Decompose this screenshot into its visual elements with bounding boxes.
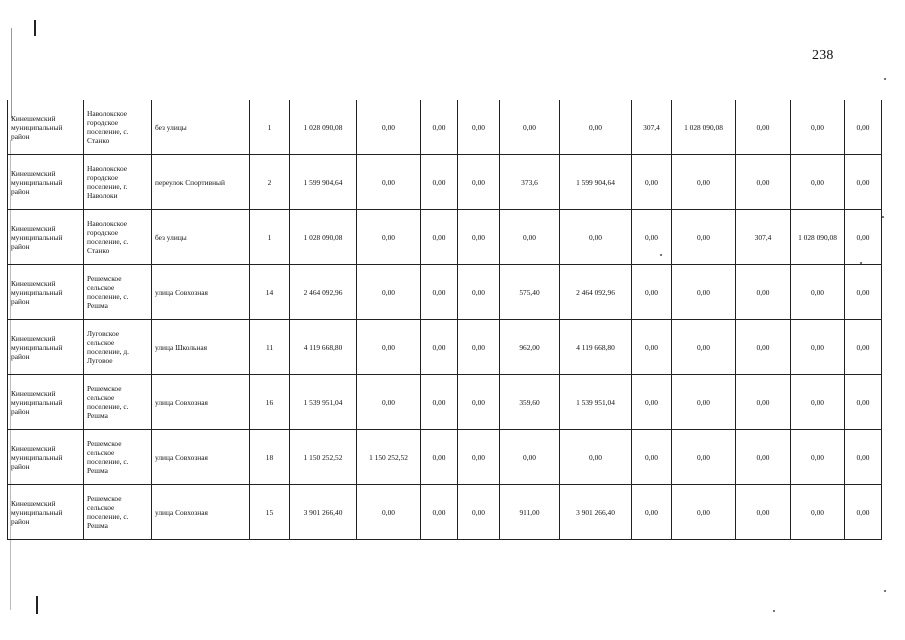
cell-house-number: 15 [250,485,290,540]
cell-settlement: Решемское сельское поселение, с. Решма [84,430,152,485]
cell-value: 0,00 [632,430,672,485]
cell-value: 1 150 252,52 [290,430,357,485]
cell-district: Кинешемский муниципальный район [8,430,84,485]
cell-value: 0,00 [458,430,500,485]
cell-street: улица Школьная [152,320,250,375]
cell-district: Кинешемский муниципальный район [8,375,84,430]
cell-street: улица Совхозная [152,265,250,320]
cell-value: 307,4 [736,210,791,265]
cell-value: 3 901 266,40 [290,485,357,540]
cell-value: 0,00 [845,375,882,430]
cell-value: 0,00 [845,210,882,265]
cell-value: 0,00 [845,100,882,155]
cell-value: 0,00 [632,320,672,375]
cell-district: Кинешемский муниципальный район [8,100,84,155]
cell-value: 0,00 [560,100,632,155]
cell-value: 0,00 [421,375,458,430]
cell-house-number: 14 [250,265,290,320]
cell-value: 0,00 [357,375,421,430]
cell-value: 0,00 [791,485,845,540]
cell-value: 0,00 [421,430,458,485]
cell-value: 0,00 [672,155,736,210]
cell-value: 0,00 [672,210,736,265]
cell-district: Кинешемский муниципальный район [8,320,84,375]
cell-district: Кинешемский муниципальный район [8,155,84,210]
cell-value: 0,00 [845,265,882,320]
cell-house-number: 1 [250,210,290,265]
cell-value: 0,00 [736,375,791,430]
cell-value: 0,00 [458,155,500,210]
cell-value: 0,00 [672,375,736,430]
cell-value: 1 539 951,04 [560,375,632,430]
cell-value: 962,00 [500,320,560,375]
cell-value: 0,00 [500,210,560,265]
cell-value: 0,00 [421,265,458,320]
cell-value: 1 028 090,08 [791,210,845,265]
cell-value: 1 150 252,52 [357,430,421,485]
housing-program-table [7,100,882,540]
table-row [8,100,882,155]
cell-settlement: Луговское сельское поселение, д. Луговое [84,320,152,375]
cell-district: Кинешемский муниципальный район [8,485,84,540]
cell-value: 0,00 [632,375,672,430]
cell-settlement: Наволокское городское поселение, с. Станко [84,100,152,155]
cell-value: 0,00 [845,485,882,540]
cell-value: 0,00 [357,485,421,540]
cell-value: 1 599 904,64 [290,155,357,210]
cell-value: 0,00 [458,485,500,540]
cell-value: 0,00 [845,155,882,210]
table-row [8,155,882,210]
cell-value: 0,00 [845,430,882,485]
cell-value: 0,00 [736,320,791,375]
cell-value: 0,00 [458,210,500,265]
cell-value: 3 901 266,40 [560,485,632,540]
scan-artifact-dot [884,78,886,80]
cell-settlement: Наволокское городское поселение, с. Станко [84,210,152,265]
cell-value: 0,00 [672,430,736,485]
cell-value: 1 539 951,04 [290,375,357,430]
table-row [8,320,882,375]
cell-value: 0,00 [357,320,421,375]
cell-house-number: 2 [250,155,290,210]
cell-value: 0,00 [791,430,845,485]
cell-district: Кинешемский муниципальный район [8,210,84,265]
cell-house-number: 18 [250,430,290,485]
cell-value: 575,40 [500,265,560,320]
cell-value: 1 599 904,64 [560,155,632,210]
cell-value: 0,00 [672,320,736,375]
cell-house-number: 16 [250,375,290,430]
cell-settlement: Наволокское городское поселение, г. Наволоки [84,155,152,210]
cell-value: 0,00 [458,375,500,430]
cell-value: 0,00 [672,265,736,320]
scan-artifact-dot [773,610,775,612]
cell-value: 4 119 668,80 [290,320,357,375]
cell-value: 0,00 [458,320,500,375]
table-row [8,265,882,320]
cell-value: 1 028 090,08 [290,100,357,155]
cell-district: Кинешемский муниципальный район [8,265,84,320]
cell-value: 0,00 [500,100,560,155]
cell-value: 911,00 [500,485,560,540]
scan-artifact-mark [36,596,38,614]
cell-value: 4 119 668,80 [560,320,632,375]
cell-settlement: Решемское сельское поселение, с. Решма [84,265,152,320]
cell-value: 0,00 [421,485,458,540]
cell-value: 0,00 [736,265,791,320]
cell-value: 0,00 [500,430,560,485]
cell-value: 1 028 090,08 [290,210,357,265]
cell-value: 0,00 [421,155,458,210]
cell-value: 0,00 [632,265,672,320]
cell-value: 0,00 [632,155,672,210]
cell-value: 2 464 092,96 [560,265,632,320]
cell-value: 0,00 [791,100,845,155]
cell-value: 0,00 [632,210,672,265]
cell-value: 0,00 [672,485,736,540]
cell-value: 2 464 092,96 [290,265,357,320]
cell-value: 0,00 [421,100,458,155]
cell-value: 0,00 [357,265,421,320]
cell-value: 0,00 [845,320,882,375]
scan-artifact-mark [34,20,36,36]
cell-street: улица Совхозная [152,375,250,430]
table-row [8,375,882,430]
cell-value: 0,00 [736,430,791,485]
cell-value: 359,60 [500,375,560,430]
cell-value: 0,00 [421,210,458,265]
cell-value: 0,00 [791,320,845,375]
cell-house-number: 11 [250,320,290,375]
cell-value: 0,00 [357,210,421,265]
cell-street: улица Совхозная [152,430,250,485]
cell-value: 0,00 [421,320,458,375]
cell-value: 0,00 [560,430,632,485]
cell-value: 0,00 [791,375,845,430]
cell-street: без улицы [152,100,250,155]
table-row [8,485,882,540]
cell-value: 0,00 [560,210,632,265]
scan-artifact-dot [884,590,886,592]
cell-value: 0,00 [458,100,500,155]
scan-artifact-dot [882,216,884,218]
cell-value: 0,00 [791,155,845,210]
cell-value: 0,00 [357,100,421,155]
cell-street: без улицы [152,210,250,265]
cell-value: 0,00 [736,100,791,155]
cell-value: 0,00 [791,265,845,320]
cell-value: 307,4 [632,100,672,155]
table-row [8,210,882,265]
cell-value: 1 028 090,08 [672,100,736,155]
cell-value: 0,00 [736,485,791,540]
cell-street: улица Совхозная [152,485,250,540]
cell-value: 373,6 [500,155,560,210]
cell-settlement: Решемское сельское поселение, с. Решма [84,375,152,430]
cell-value: 0,00 [357,155,421,210]
cell-value: 0,00 [458,265,500,320]
cell-value: 0,00 [632,485,672,540]
cell-value: 0,00 [736,155,791,210]
cell-house-number: 1 [250,100,290,155]
page-number: 238 [812,48,834,63]
cell-street: переулок Спортивный [152,155,250,210]
table-row [8,430,882,485]
cell-settlement: Решемское сельское поселение, с. Решма [84,485,152,540]
